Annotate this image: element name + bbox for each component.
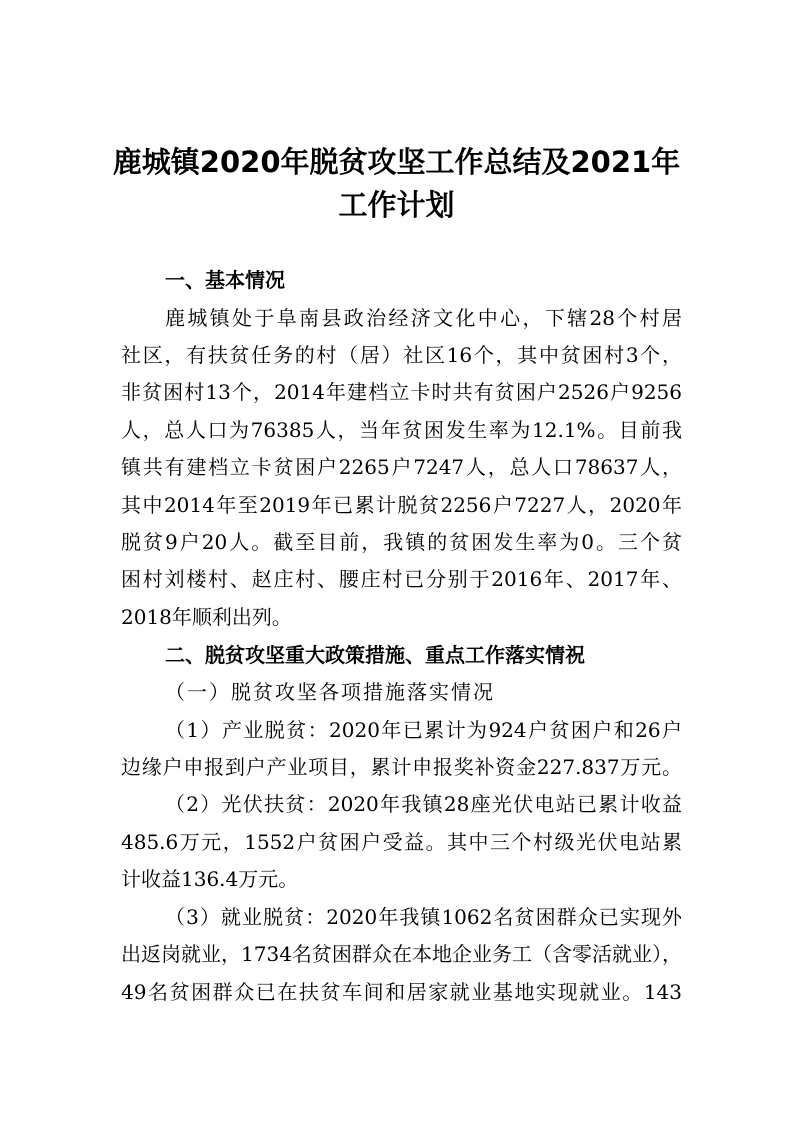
paragraph-line: 鹿城镇处于阜南县政治经济文化中心，下辖28个村居 — [165, 306, 682, 330]
paragraph-line: 镇共有建档立卡贫困户2265户7247人，总人口78637人， — [121, 455, 682, 479]
paragraph-line: 485.6万元，1552户贫困户受益。其中三个村级光伏电站累 — [121, 830, 682, 854]
paragraph-line: 困村刘楼村、赵庄村、腰庄村已分别于2016年、2017年、 — [121, 567, 682, 591]
paragraph-line: （3）就业脱贫：2020年我镇1062名贫困群众已实现外 — [165, 905, 682, 929]
paragraph-line: 49名贫困群众已在扶贫车间和居家就业基地实现就业。143 — [121, 980, 682, 1004]
document-title-line-2: 工作计划 — [338, 188, 455, 222]
document-title-line-1: 鹿城镇2020年脱贫攻坚工作总结及2021年 — [112, 145, 681, 179]
paragraph-line: （1）产业脱贫：2020年已累计为924户贫困户和26户 — [165, 718, 682, 742]
subsection-heading: （一）脱贫攻坚各项措施落实情况 — [165, 680, 495, 704]
section-heading-basic: 一、基本情况 — [165, 268, 285, 292]
section-heading-policy: 二、脱贫攻坚重大政策措施、重点工作落实情祝 — [165, 643, 585, 667]
paragraph-line: 边缘户申报到户产业项目，累计申报奖补资金227.837万元。 — [121, 755, 682, 779]
paragraph-line: 社区，有扶贫任务的村（居）社区16个，其中贫困村3个， — [121, 343, 682, 367]
paragraph-line: 其中2014年至2019年已累计脱贫2256户7227人，2020年 — [121, 493, 682, 517]
paragraph-line: 人，总人口为76385人，当年贫困发生率为12.1%。目前我 — [121, 418, 682, 442]
paragraph-line: 非贫困村13个，2014年建档立卡时共有贫困户2526户9256 — [121, 380, 682, 404]
paragraph-line: 出返岗就业，1734名贫困群众在本地企业务工（含零活就业）， — [121, 942, 682, 966]
paragraph-line: 计收益136.4万元。 — [121, 867, 299, 891]
paragraph-line: （2）光伏扶贫：2020年我镇28座光伏电站已累计收益 — [165, 792, 682, 816]
paragraph-line: 2018年顺利出列。 — [121, 605, 292, 629]
paragraph-line: 脱贫9户20人。截至目前，我镇的贫困发生率为0。三个贫 — [121, 530, 682, 554]
